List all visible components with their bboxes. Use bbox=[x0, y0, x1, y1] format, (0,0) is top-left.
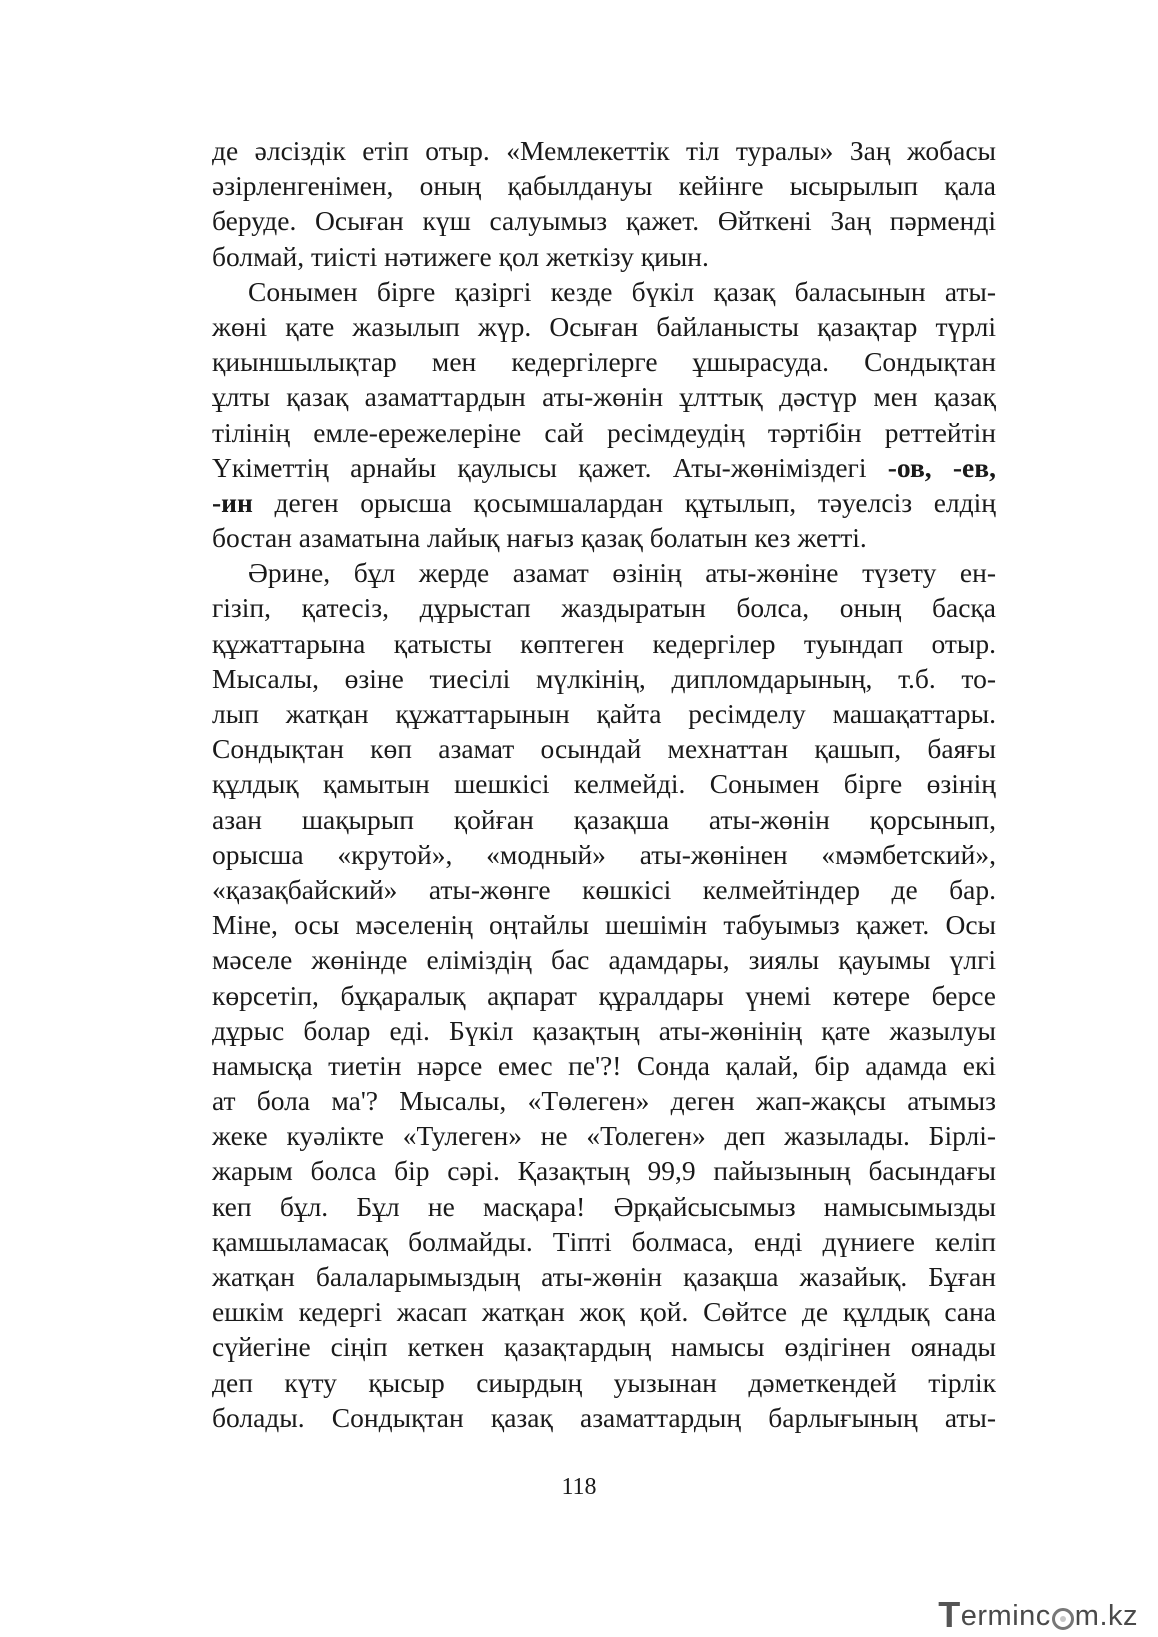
text-line bbox=[212, 1259, 996, 1294]
text-line bbox=[212, 239, 996, 274]
text-line bbox=[212, 168, 996, 203]
watermark-circle-icon bbox=[1052, 1608, 1074, 1630]
text-line bbox=[212, 379, 996, 414]
text-line bbox=[212, 203, 996, 238]
text-line bbox=[212, 661, 996, 696]
text-line bbox=[212, 1153, 996, 1188]
text-line bbox=[212, 1365, 996, 1400]
body-text bbox=[212, 133, 996, 1435]
text-line bbox=[212, 731, 996, 766]
text-line bbox=[212, 696, 996, 731]
text-span: сүйегіне сіңіп кеткен қазақтардың намысы өздігінен оянады bbox=[212, 1331, 996, 1363]
text-span: ат бола ма'? Мысалы, «Төлеген» деген жап-жақсы атымыз bbox=[212, 1085, 996, 1117]
text-span: гізіп, қатесіз, дұрыстап жаздыратын болса, оның басқа bbox=[212, 592, 996, 624]
text-span: ешкім кедергі жасап жатқан жоқ қой. Сөйтсе де құлдық сана bbox=[212, 1296, 996, 1328]
text-line bbox=[212, 555, 996, 590]
text-line bbox=[212, 1013, 996, 1048]
text-line bbox=[212, 907, 996, 942]
termincom-watermark-logo bbox=[938, 1594, 1138, 1635]
text-line bbox=[212, 1118, 996, 1153]
text-line bbox=[212, 344, 996, 379]
watermark-text: erminc bbox=[960, 1600, 1051, 1632]
text-span: Сонымен бірге қазіргі кезде бүкіл қазақ баласынын аты- bbox=[248, 275, 996, 307]
text-span: Сондықтан көп азамат осындай мехнаттан қашып, баяғы bbox=[212, 733, 996, 765]
text-span: беруде. Осыған күш салуымыз қажет. Өйткені Заң пәрменді bbox=[212, 205, 996, 237]
text-span: жөні қате жазылып жүр. Осыған байланысты қазақтар түрлі bbox=[212, 310, 996, 342]
text-line bbox=[212, 415, 996, 450]
text-span: ұлты қазақ азаматтардын аты-жөнін ұлттық дәстүр мен қазақ bbox=[212, 381, 996, 413]
text-line bbox=[212, 802, 996, 837]
text-span: деп күту қысыр сиырдың уызынан дәметкендей тірлік bbox=[212, 1366, 996, 1398]
text-span: болмай, тиісті нәтижеге қол жеткізу қиын. bbox=[212, 240, 709, 272]
text-line bbox=[212, 1224, 996, 1259]
text-span: әзірленгенімен, оның қабылдануы кейінге ысырылып қала bbox=[212, 170, 996, 202]
text-line bbox=[212, 1400, 996, 1435]
text-span: Үкіметтің арнайы қаулысы қажет. Аты-жөніміздегі bbox=[212, 451, 888, 483]
text-line bbox=[212, 274, 996, 309]
text-span: дұрыс болар еді. Бүкіл қазақтың аты-жөнінің қате жазылуы bbox=[212, 1014, 996, 1046]
text-span: Әрине, бұл жерде азамат өзінің аты-жөніне түзету ен- bbox=[248, 557, 996, 589]
text-line bbox=[212, 133, 996, 168]
watermark-domain: m.kz bbox=[1074, 1600, 1138, 1632]
text-span: жеке куәлікте «Тулеген» не «Толеген» деп жазылады. Бірлі- bbox=[212, 1120, 996, 1152]
text-span: орысша «крутой», «модный» аты-жөнінен «мәмбетский», bbox=[212, 838, 996, 870]
bold-text: -ин bbox=[212, 486, 253, 518]
text-line bbox=[212, 626, 996, 661]
text-span: лып жатқан құжаттарынын қайта ресімделу машақаттары. bbox=[212, 698, 996, 729]
text-line bbox=[212, 1189, 996, 1224]
text-span: болады. Сондықтан қазақ азаматтардың барлығының аты- bbox=[212, 1401, 996, 1433]
text-span: көрсетіп, бұқаралық ақпарат құралдары үнемі көтере берсе bbox=[212, 979, 996, 1011]
text-line bbox=[212, 1048, 996, 1083]
text-line bbox=[212, 978, 996, 1013]
text-span: қамшыламасақ болмайды. Тіпті болмаса, енді дүниеге келіп bbox=[212, 1225, 996, 1257]
text-line bbox=[212, 590, 996, 625]
text-line bbox=[212, 485, 996, 520]
text-span: Міне, осы мәселенің оңтайлы шешімін табуымыз қажет. Осы bbox=[212, 909, 996, 941]
text-line bbox=[212, 520, 996, 555]
bold-text: -ов, -ев, bbox=[887, 451, 996, 483]
text-span: тілінің емле-ережелеріне сай ресімдеудің тәртібін реттейтін bbox=[212, 416, 996, 448]
page-number: 118 bbox=[561, 1474, 597, 1500]
text-line bbox=[212, 766, 996, 801]
watermark-letter: T bbox=[938, 1594, 961, 1635]
text-span: намысқа тиетін нәрсе емес пе'?! Сонда қалай, бір адамда екі bbox=[212, 1049, 996, 1081]
text-span: де әлсіздік етіп отыр. «Мемлекеттік тіл туралы» Заң жобасы bbox=[212, 135, 996, 166]
text-span: азан шақырып қойған қазақша аты-жөнін қорсынып, bbox=[212, 803, 996, 835]
text-line bbox=[212, 1294, 996, 1329]
text-span: жатқан балаларымыздың аты-жөнін қазақша жазайық. Бұған bbox=[212, 1261, 996, 1292]
text-span: Мысалы, өзіне тиесілі мүлкінің, дипломдарының, т.б. то- bbox=[212, 662, 996, 694]
text-span: қиыншылықтар мен кедергілерге ұшырасуда. Сондықтан bbox=[212, 346, 996, 378]
text-span: кеп бұл. Бұл не масқара! Әрқайсысымыз намысымызды bbox=[212, 1190, 996, 1222]
text-span: деген орысша қосымшалардан құтылып, тәуелсіз елдің bbox=[252, 486, 996, 518]
text-line bbox=[212, 1329, 996, 1364]
text-line bbox=[212, 309, 996, 344]
text-span: құжаттарына қатысты көптеген кедергілер туындап отыр. bbox=[212, 627, 996, 659]
text-span: бостан азаматына лайық нағыз қазақ болатын кез жетті. bbox=[212, 522, 867, 554]
text-line bbox=[212, 837, 996, 872]
text-line bbox=[212, 1083, 996, 1118]
text-line bbox=[212, 872, 996, 907]
text-span: құлдық қамытын шешкісі келмейді. Сонымен бірге өзінің bbox=[212, 768, 996, 800]
text-line bbox=[212, 942, 996, 977]
text-line bbox=[212, 450, 996, 485]
text-span: мәселе жөнінде еліміздің бас адамдары, зиялы қауымы үлгі bbox=[212, 944, 996, 976]
text-span: «қазақбайский» аты-жөнге көшкісі келмейтіндер де бар. bbox=[212, 873, 996, 905]
text-span: жарым болса бір сәрі. Қазақтың 99,9 пайызының басындағы bbox=[212, 1155, 996, 1187]
